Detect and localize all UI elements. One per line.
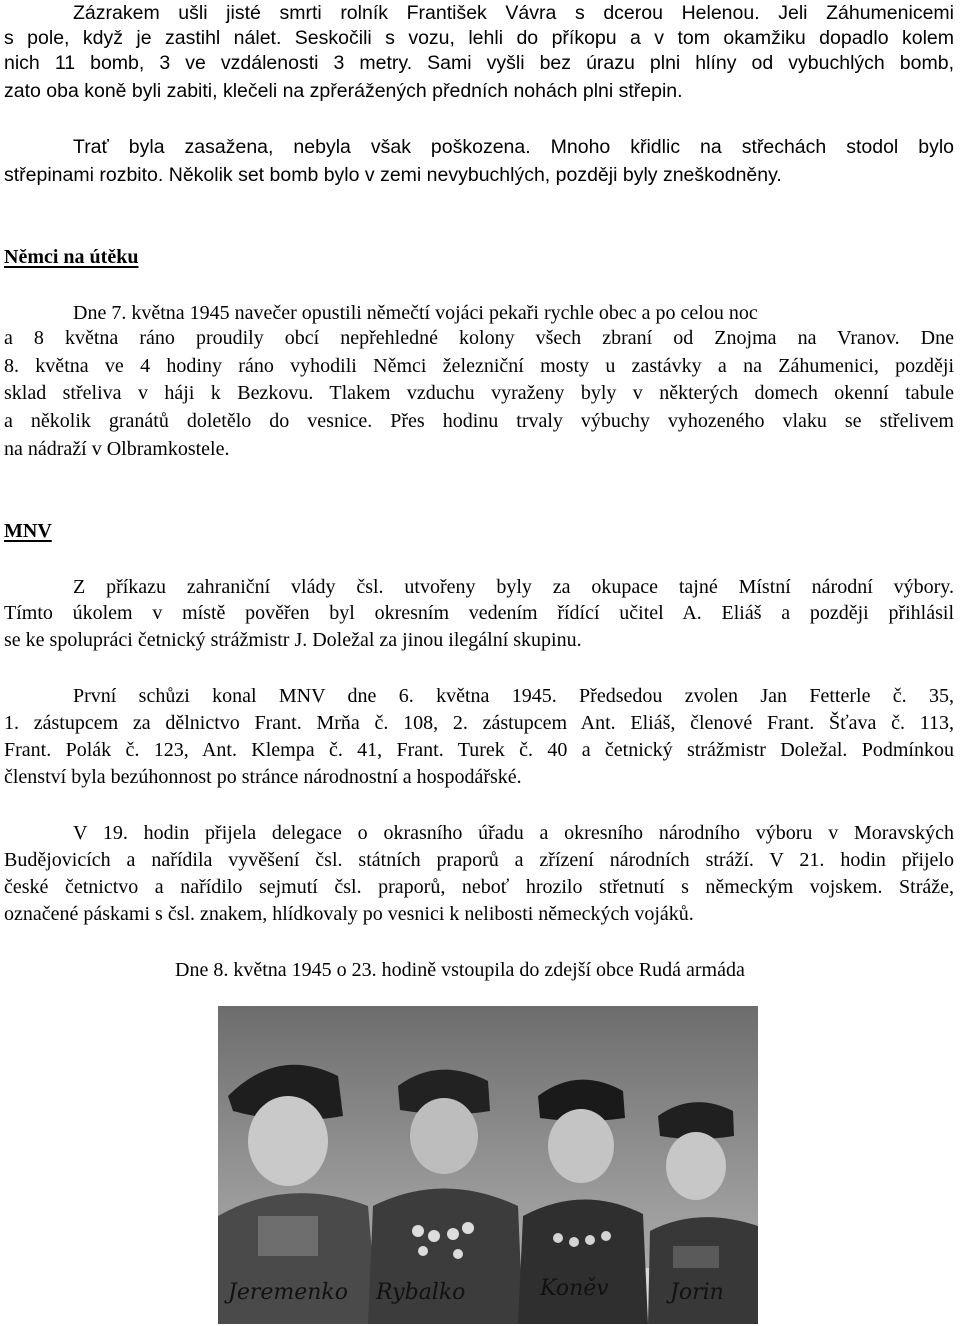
p6-line-3: české četnictvo a nařídilo sejmutí čsl. praporů, neboť hrozilo střetnutí s německým vojskem. Stráže, (4, 876, 954, 898)
p6-line-4: označené páskami s čsl. znakem, hlídkovaly po vesnici k nelibosti německých vojáků. (4, 903, 694, 925)
p1-line-4: zato oba koně byli zabiti, klečeli na zpřerážených předních nohách plni střepin. (4, 80, 683, 102)
signature-4: Jorin (670, 1280, 724, 1305)
p6-line-1: V 19. hodin přijela delegace o okrasního úřadu a okresního národního výboru v Moravských (73, 822, 954, 844)
p5-line-2: 1. zástupcem za dělnictvo Frant. Mrňa č. 108, 2. zástupcem Ant. Eliáš, členové Frant. Šťava č. 113, (4, 712, 954, 734)
p4-line-3: se ke spolupráci četnický strážmistr J. Doležal za jinou ilegální skupinu. (4, 629, 582, 651)
p3-line-5: a několik granátů doletělo do vesnice. Přes hodinu trvaly výbuchy vyhozeného vlaku se střelivem (4, 410, 954, 432)
p2-line-1: Trať byla zasažena, nebyla však poškozena. Mnoho křidlic na střechách stodol bylo (73, 136, 954, 158)
p2-line-2: střepinami rozbito. Několik set bomb bylo v zemi nevybuchlých, později byly zneškodněny. (4, 164, 782, 186)
p5-line-1: První schůzi konal MNV dne 6. května 1945. Předsedou zvolen Jan Fetterle č. 35, (73, 685, 954, 707)
p4-line-1: Z příkazu zahraniční vlády čsl. utvořeny byly za okupace tajné Místní národní výbory. (73, 576, 954, 598)
signature-2: Rybalko (376, 1280, 466, 1305)
generals-photo-drawing (218, 1006, 758, 1324)
p1-line-2: s pole, když je zastihl nálet. Seskočili s vozu, lehli do příkopu a v tom okamžiku dopadlo kolem (4, 27, 954, 49)
section-heading-nemci: Němci na útěku (4, 246, 139, 268)
p3-line-6: na nádraží v Olbramkostele. (4, 438, 230, 460)
p3-line-3: 8. května ve 4 hodiny ráno vyhodili Němci železniční mosty u zastávky a na Záhumenici, později (4, 355, 954, 377)
photo-caption: Dne 8. května 1945 o 23. hodině vstoupila do zdejší obce Rudá armáda (175, 959, 745, 981)
section-heading-mnv: MNV (4, 520, 52, 542)
p4-line-2: Tímto úkolem v místě pověřen byl okresním vedením řídící učitel A. Eliáš a později přihlásil (4, 602, 954, 624)
p3-line-4: sklad střeliva v háji k Bezkovu. Tlakem vzduchu vyraženy byly v některých domech okenní tabule (4, 382, 954, 404)
p1-line-1: Zázrakem ušli jisté smrti rolník František Vávra s dcerou Helenou. Jeli Záhumenicemi (73, 2, 954, 24)
p3-line-2: a 8 května ráno proudily obcí nepřehledné kolony všech zbraní od Znojma na Vranov. Dne (4, 327, 954, 349)
p6-line-2: Budějovicích a nařídila vyvěšení čsl. státních praporů a zřízení národních stráží. V 21. hodin přijelo (4, 849, 954, 871)
signature-3: Koněv (540, 1276, 609, 1301)
signature-1: Jeremenko (228, 1280, 349, 1305)
p3-line-1: Dne 7. května 1945 navečer opustili němečtí vojáci pekaři rychle obec a po celou noc (73, 302, 758, 324)
p1-line-3: nich 11 bomb, 3 ve vzdálenosti 3 metry. Sami vyšli bez úrazu plni hlíny od vybuchlých bomb, (4, 52, 954, 74)
generals-photo (218, 1006, 758, 1324)
p5-line-4: členství byla bezúhonnost po stránce národnostní a hospodářské. (4, 766, 522, 788)
p5-line-3: Frant. Polák č. 123, Ant. Klempa č. 41, Frant. Turek č. 40 a četnický strážmistr Doležal. Podmínkou (4, 739, 954, 761)
